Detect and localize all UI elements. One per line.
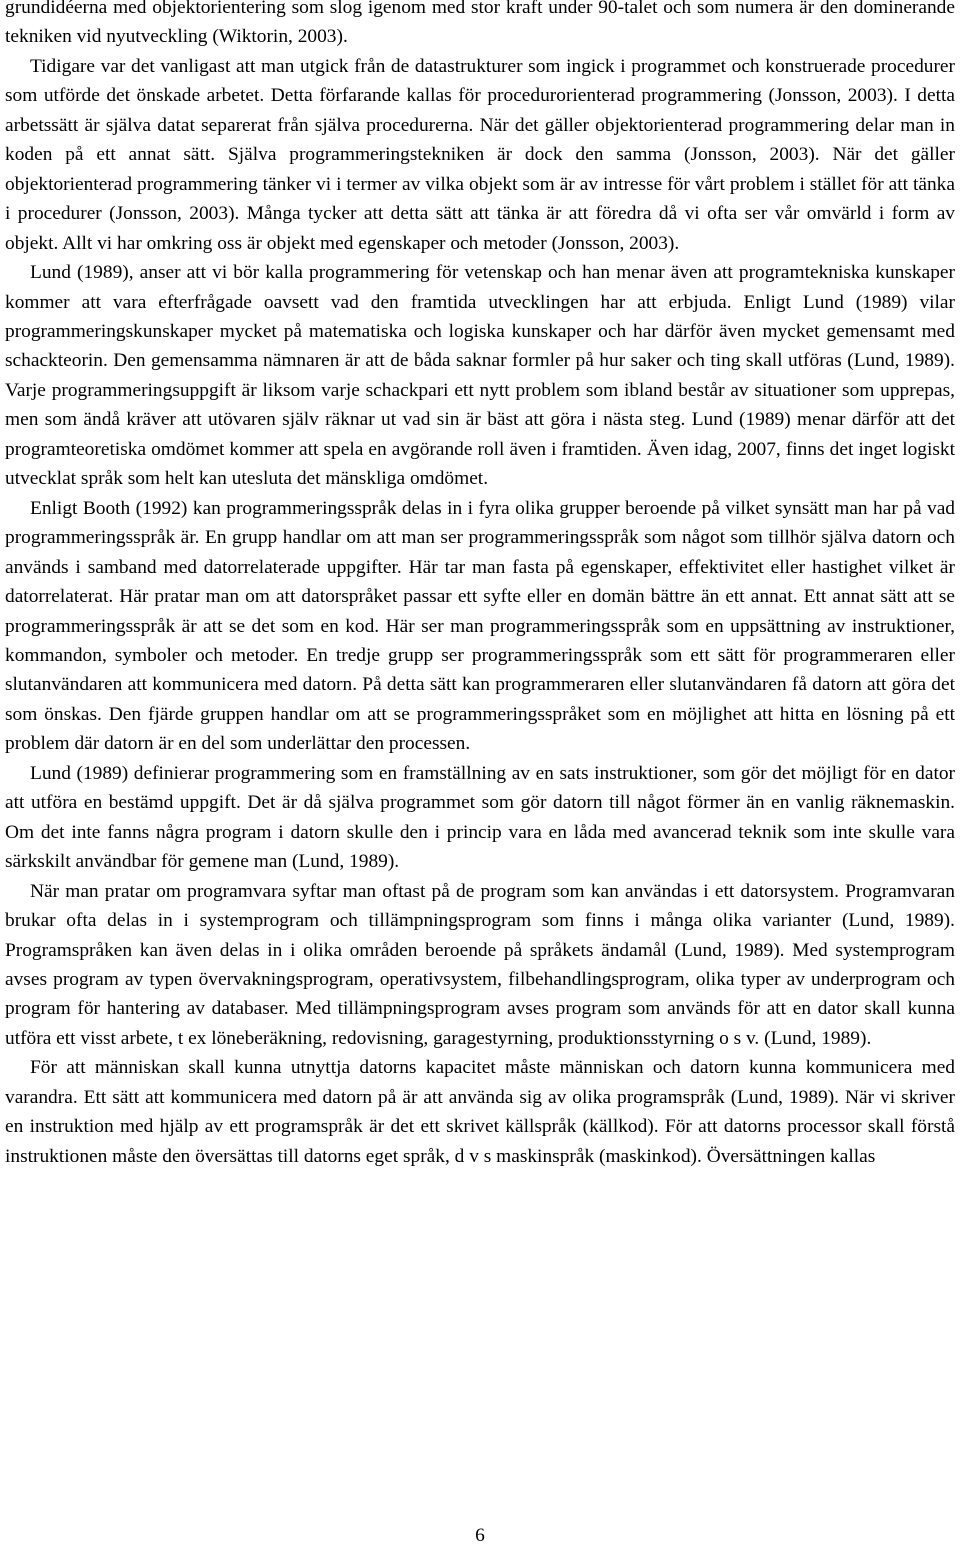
- paragraph-language-groups: Enligt Booth (1992) kan programmeringsspråk delas in i fyra olika grupper beroende på vilket synsätt man har på vad programmeringsspråk är. En grupp handlar om att man ser programmeringsspråk som något som tillhör själva datorn och används i samband med datorrelaterade uppgifter. Här tar man fasta på egenskaper, effektivitet eller hastighet vilket är datorrelaterat. Här pratar man om att datorspråket passar ett syfte eller en domän bättre än ett annat. Ett annat sätt att se programmeringsspråk är att se det som en kod. Här ser man programmeringsspråk som en uppsättning av instruktioner, kommandon, symboler och metoder. En tredje grupp ser programmeringsspråk som ett sätt för programmeraren eller slutanvändaren att kommunicera med datorn. På detta sätt kan programmeraren eller slutanvändaren få datorn att göra det som önskas. Den fjärde gruppen handlar om att se programmeringsspråket som en möjlighet att hitta en lösning på ett problem där datorn är en del som underlättar den processen.: [5, 497, 955, 755]
- paragraph-programming-definition: Lund (1989) definierar programmering som en framställning av en sats instruktioner, som gör det möjligt för en dator att utföra en bestämd uppgift. Det är då själva programmet som gör datorn till något förmer än en vanlig räknemaskin. Om det inte fanns några program i datorn skulle den i princip vara en låda med avancerad teknik som inte skulle vara särkskilt användbar för gemene man (Lund, 1989).: [5, 762, 955, 873]
- paragraph-continued: grundidéerna med objektorientering som slog igenom med stor kraft under 90-talet och som numera är den dominerande tekniken vid nyutveckling (Wiktorin, 2003).: [5, 0, 955, 48]
- paragraph-procedural-vs-object-oriented: Tidigare var det vanligast att man utgick från de datastrukturer som ingick i programmet och konstruerade procedurer som utförde det önskade arbetet. Detta förfarande kallas för procedurorienterad programmering (Jonsson, 2003). I detta arbetssätt är själva datat separerat från själva procedurerna. När det gäller objektorienterad programmering delar man in koden på ett annat sätt. Själva programmeringstekniken är dock den samma (Jonsson, 2003). När det gäller objektorienterad programmering tänker vi i termer av vilka objekt som är av intresse för vårt problem i stället för att tänka i procedurer (Jonsson, 2003). Många tycker att detta sätt att tänka är att föredra då vi ofta ser vår omvärld i form av objekt. Allt vi har omkring oss är objekt med egenskaper och metoder (Jonsson, 2003).: [5, 55, 955, 254]
- paragraph-programming-as-science: Lund (1989), anser att vi bör kalla programmering för vetenskap och han menar även att programtekniska kunskaper kommer att vara efterfrågade oavsett vad den framtida utvecklingen har att erbjuda. Enligt Lund (1989) vilar programmeringskunskaper mycket på matematiska och logiska kunskaper och har därför även mycket gemensamt med schackteorin. Den gemensamma nämnaren är att de båda saknar formler på hur saker och ting skall utföras (Lund, 1989). Varje programmeringsuppgift är liksom varje schackpari ett nytt problem som ibland består av situationer som upprepas, men som ändå kräver att utövaren själv räknar ut vad sin är bäst att göra i nästa steg. Lund (1989) menar därför att det programteoretiska omdömet kommer att spela en avgörande roll även i framtiden. Även idag, 2007, finns det inget logiskt utvecklat språk som helt kan utesluta det mänskliga omdömet.: [5, 262, 955, 490]
- page-number: 6: [475, 1525, 485, 1546]
- body-text: [5, 0, 955, 1171]
- paragraph-software-types: När man pratar om programvara syftar man oftast på de program som kan användas i ett datorsystem. Programvaran brukar ofta delas in i systemprogram och tillämpningsprogram som finns i många olika varianter (Lund, 1989). Programspråken kan även delas in i olika områden beroende på språkets ändamål (Lund, 1989). Med systemprogram avses program av typen övervakningsprogram, operativsystem, filbehandlingsprogram, olika typer av underprogram och program för hantering av databaser. Med tillämpningsprogram avses program som används för att en dator skall kunna utföra ett visst arbete, t ex löneberäkning, redovisning, garagestyrning, produktionsstyrning o s v. (Lund, 1989).: [5, 880, 955, 1049]
- paragraph-programming-languages: För att människan skall kunna utnyttja datorns kapacitet måste människan och datorn kunna kommunicera med varandra. Ett sätt att kommunicera med datorn på är att använda sig av olika programspråk (Lund, 1989). När vi skriver en instruktion med hjälp av ett programspråk är det ett skrivet källspråk (källkod). För att datorns processor skall förstå instruktionen måste den översättas till datorns eget språk, d v s maskinspråk (maskinkod). Översättningen kallas: [5, 1057, 955, 1167]
